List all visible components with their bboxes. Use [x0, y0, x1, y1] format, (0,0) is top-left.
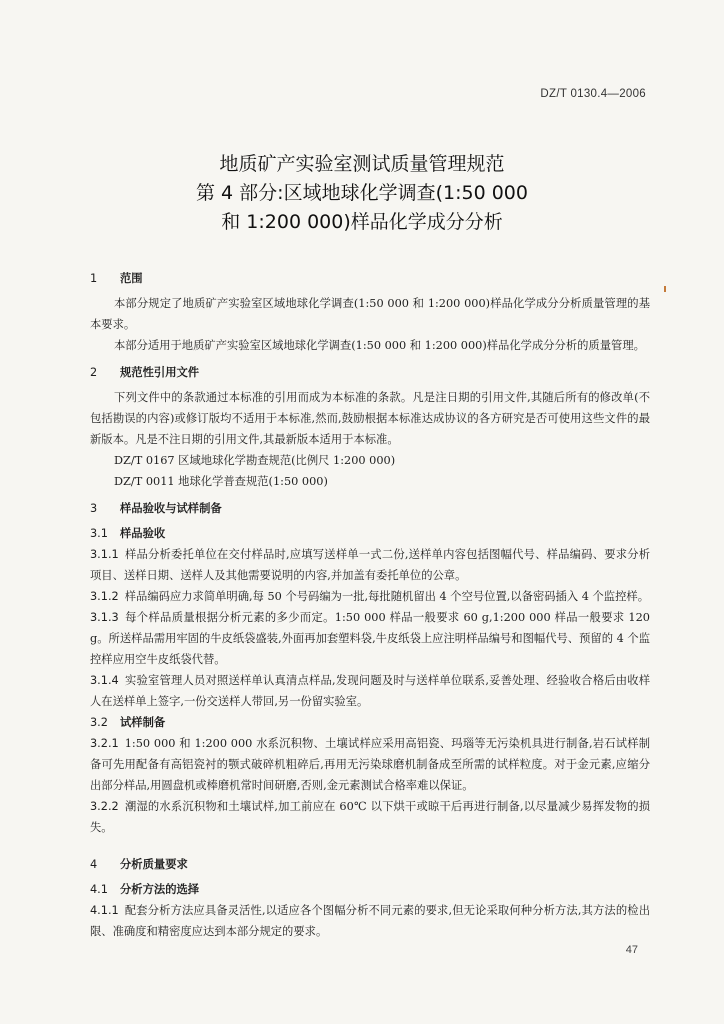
section-3-heading [90, 498, 650, 519]
clause-3-1-3 [90, 607, 650, 670]
document-body [90, 262, 650, 942]
clause-number: 4.1.1 [90, 904, 119, 917]
section-number: 3 [90, 502, 98, 515]
subsection-number: 3.1 [90, 527, 108, 540]
clause-text: 样品分析委托单位在交付样品时,应填写送样单一式二份,送样单内容包括图幅代号、样品编码、要求分析项目、送样日期、送样人及其他需要说明的内容,并加盖有委托单位的公章。 [90, 548, 650, 582]
clause-3-2-1 [90, 733, 650, 796]
paragraph: 下列文件中的条款通过本标准的引用而成为本标准的条款。凡是注日期的引用文件,其随后所有的修改单(不包括勘误的内容)或修订版均不适用于本标准,然而,鼓励根据本标准达成协议的各方研究是否可使用这些文件的最新版本。凡是不注日期的引用文件,其最新版本适用于本标准。 [90, 391, 650, 446]
clause-number: 3.1.3 [90, 611, 119, 624]
clause-text: 每个样品质量根据分析元素的多少而定。1:50 000 样品一般要求 60 g,1:200 000 样品一般要求 120 g。所送样品需用牢固的牛皮纸袋盛装,外面再加套塑料袋,牛皮纸袋上应注明样品编号和图幅代号、预留的 4 个监控样应用空牛皮纸袋代替。 [90, 611, 650, 666]
clause-text: 配套分析方法应具备灵活性,以适应各个图幅分析不同元素的要求,但无论采取何种分析方法,其方法的检出限、准确度和精密度应达到本部分规定的要求。 [90, 904, 650, 938]
section-1-heading [90, 268, 650, 289]
clause-4-1-1 [90, 900, 650, 942]
clause-number: 3.1.2 [90, 590, 119, 603]
subsection-3-2-heading [90, 712, 650, 733]
section-title: 分析质量要求 [120, 858, 188, 871]
subsection-3-1-heading [90, 523, 650, 544]
clause-text: 1:50 000 和 1:200 000 水系沉积物、土壤试样应采用高铝瓷、玛瑙等无污染机具进行制备,岩石试样制备可先用配备有高铝瓷衬的颚式破碎机粗碎后,再用无污染球磨机制备成至所需的试样粒度。对于金元素,应缩分出部分样品,用圆盘机或棒磨机常时间研磨,否则,金元素测试合格率难以保证。 [90, 737, 650, 792]
standard-code: DZ/T 0130.4—2006 [540, 88, 646, 100]
reference-item: DZ/T 0167 区域地球化学勘查规范(比例尺 1:200 000) [114, 454, 396, 467]
clause-number: 3.1.1 [90, 548, 119, 561]
section-number: 4 [90, 858, 98, 871]
subsection-title: 样品验收 [120, 527, 166, 540]
subsection-title: 试样制备 [120, 716, 166, 729]
subsection-number: 3.2 [90, 716, 108, 729]
spacer [90, 838, 650, 848]
section-number: 1 [90, 272, 98, 285]
clause-3-2-2 [90, 796, 650, 838]
clause-number: 3.2.2 [90, 800, 119, 813]
section-number: 2 [90, 366, 98, 379]
section-2-heading [90, 362, 650, 383]
section-title: 范围 [120, 272, 143, 285]
scan-mark [664, 286, 666, 292]
title-line-1: 地质矿产实验室测试质量管理规范 [219, 153, 505, 175]
section-title: 样品验收与试样制备 [120, 502, 222, 515]
reference-item: DZ/T 0011 地球化学普查规范(1:50 000) [114, 475, 328, 488]
subsection-4-1-heading [90, 879, 650, 900]
paragraph: 本部分适用于地质矿产实验室区域地球化学调查(1:50 000 和 1:200 000)样品化学成分分析的质量管理。 [114, 339, 645, 352]
clause-number: 3.1.4 [90, 674, 119, 687]
clause-text: 样品编码应力求简单明确,每 50 个号码编为一批,每批随机留出 4 个空号位置,以备密码插入 4 个监控样。 [124, 590, 649, 603]
section-4-heading [90, 854, 650, 875]
clause-text: 实验室管理人员对照送样单认真清点样品,发现问题及时与送样单位联系,妥善处理、经验收合格后由收样人在送样单上签字,一份交送样人带回,另一份留实验室。 [90, 674, 650, 708]
section-title: 规范性引用文件 [120, 366, 200, 379]
page-number: 47 [625, 944, 638, 956]
title-line-2: 第 4 部分:区域地球化学调查(1:50 000 [196, 182, 528, 204]
clause-3-1-4 [90, 670, 650, 712]
clause-text: 潮湿的水系沉积物和土壤试样,加工前应在 60℃ 以下烘干或晾干后再进行制备,以尽量减少易挥发物的损失。 [90, 800, 650, 834]
clause-number: 3.2.1 [90, 737, 119, 750]
title-line-3: 和 1:200 000)样品化学成分分析 [221, 211, 503, 233]
clause-3-1-2 [90, 586, 650, 607]
document-title [0, 150, 724, 237]
subsection-title: 分析方法的选择 [120, 883, 200, 896]
subsection-number: 4.1 [90, 883, 108, 896]
clause-3-1-1 [90, 544, 650, 586]
paragraph: 本部分规定了地质矿产实验室区域地球化学调查(1:50 000 和 1:200 000)样品化学成分分析质量管理的基本要求。 [90, 297, 650, 331]
